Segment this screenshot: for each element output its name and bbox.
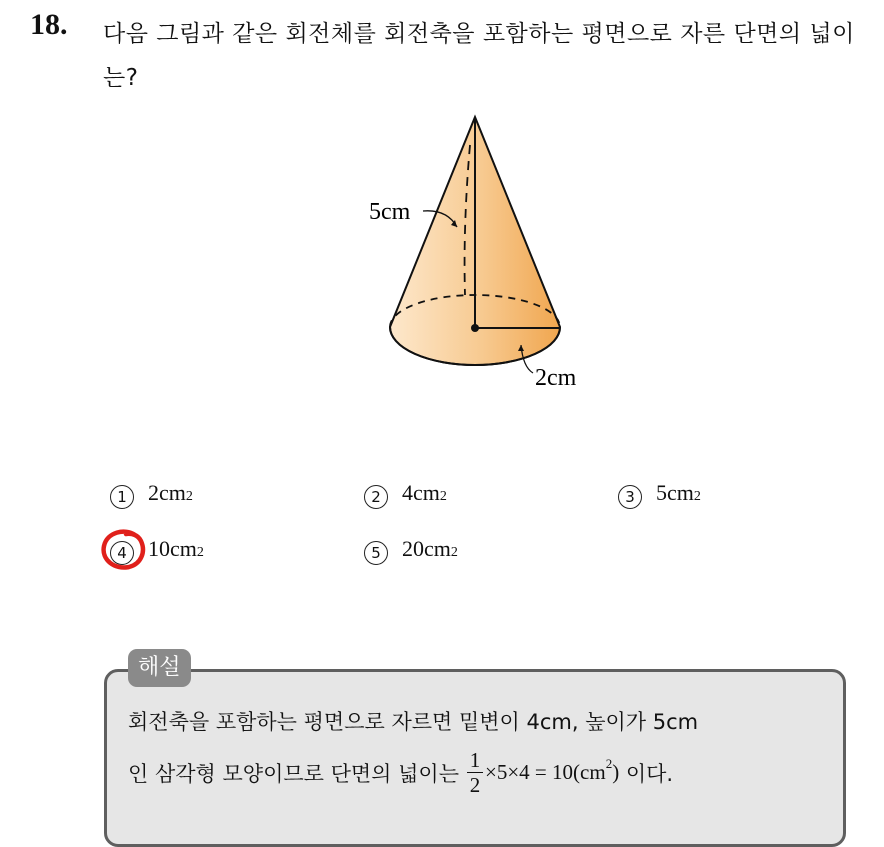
choice-number: 2 bbox=[364, 485, 388, 509]
solution-exp: 2 bbox=[605, 756, 613, 771]
choice-exp: 2 bbox=[693, 489, 701, 504]
solution-suffix: 이다. bbox=[619, 761, 674, 786]
solution-expression: ×5×4 = 10(cm bbox=[485, 760, 606, 784]
radius-label: 2cm bbox=[535, 365, 577, 391]
solution-line-2 bbox=[128, 748, 673, 797]
choice-number: 3 bbox=[618, 485, 642, 509]
choice-exp: 2 bbox=[185, 489, 193, 504]
cone-figure bbox=[355, 105, 615, 405]
choice-1[interactable] bbox=[110, 480, 193, 507]
choice-number: 4 bbox=[110, 541, 134, 565]
choice-5[interactable] bbox=[364, 536, 458, 563]
cone-diagram bbox=[355, 105, 615, 405]
slant-label: 5cm bbox=[369, 199, 411, 225]
solution-line-1: 회전축을 포함하는 평면으로 자르면 밑변이 4cm, 높이가 5cm bbox=[128, 710, 699, 734]
solution-close: ) bbox=[612, 760, 620, 784]
choice-exp: 2 bbox=[450, 545, 458, 560]
choice-2[interactable] bbox=[364, 480, 447, 507]
answer-mark-circle bbox=[99, 526, 149, 574]
choice-exp: 2 bbox=[439, 489, 447, 504]
center-point bbox=[471, 324, 479, 332]
choice-value: 5cm bbox=[656, 480, 694, 505]
fraction-denominator: 2 bbox=[469, 773, 481, 797]
question-text: 다음 그림과 같은 회전체를 회전축을 포함하는 평면으로 자른 단면의 넓이는? bbox=[103, 21, 855, 91]
fraction-numerator: 1 bbox=[469, 748, 481, 772]
fraction bbox=[467, 748, 483, 797]
solution-text: 인 삼각형 모양이므로 단면의 넓이는 bbox=[128, 761, 459, 786]
question-number: 18. bbox=[30, 8, 68, 41]
choice-number: 1 bbox=[110, 485, 134, 509]
choice-value: 4cm bbox=[402, 480, 440, 505]
choice-value: 10cm bbox=[148, 536, 197, 561]
choice-number: 5 bbox=[364, 541, 388, 565]
choice-value: 20cm bbox=[402, 536, 451, 561]
choice-3[interactable] bbox=[618, 480, 701, 507]
solution-tag: 해설 bbox=[128, 649, 191, 687]
choice-exp: 2 bbox=[196, 545, 204, 560]
choice-value: 2cm bbox=[148, 480, 186, 505]
